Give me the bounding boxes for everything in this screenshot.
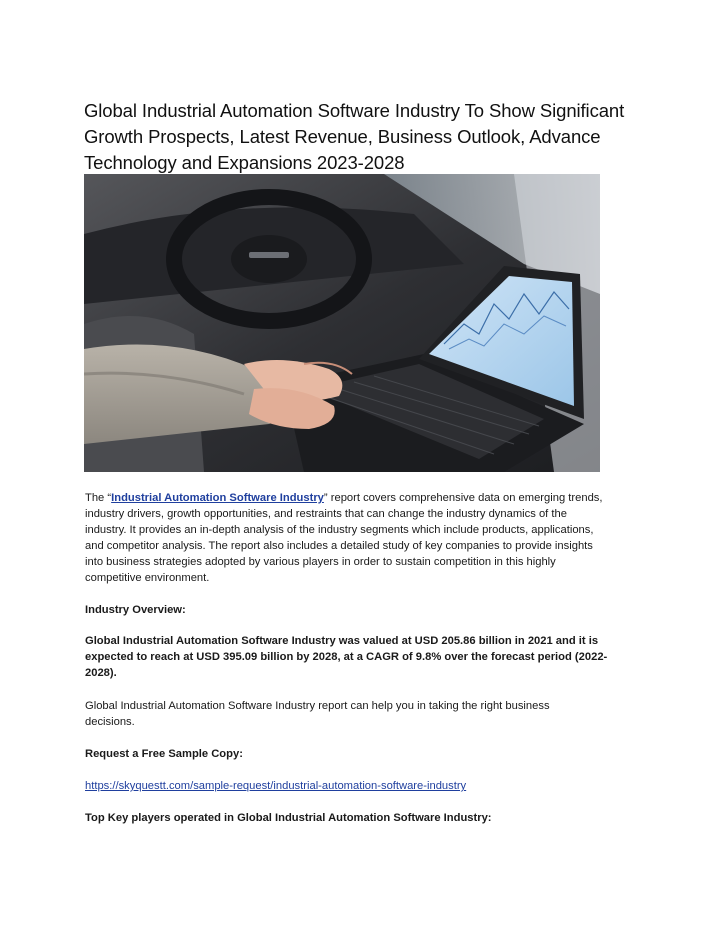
- overview-line: Global Industrial Automation Software Industry was valued at USD 205.86 billion in 2021 and it is: [85, 635, 599, 647]
- report-paragraph: [85, 698, 635, 730]
- document-title: [84, 98, 644, 176]
- players-heading: Top Key players operated in Global Industrial Automation Software Industry:: [85, 812, 492, 824]
- overview-heading: Industry Overview:: [85, 604, 186, 616]
- intro-prefix: The “: [85, 492, 112, 504]
- intro-line: industry. It provides an in-depth analysis of the industry segments which include products, applications,: [85, 524, 594, 536]
- article-photo: [84, 174, 600, 472]
- intro-line: into business strategies adopted by various players in order to sustain competition in this highly: [85, 556, 556, 568]
- intro-line: competitive environment.: [85, 572, 210, 584]
- intro-line-rest: ” report covers comprehensive data on emerging trends,: [323, 492, 603, 504]
- title-line: Growth Prospects, Latest Revenue, Business Outlook, Advance: [84, 126, 601, 147]
- intro-line: industry drivers, growth opportunities, and restraints that can change the industry dynamics of the: [85, 508, 567, 520]
- title-line: Global Industrial Automation Software Industry To Show Significant: [84, 100, 625, 121]
- intro-first-line: [85, 490, 635, 506]
- intro-paragraph: [85, 490, 635, 586]
- sample-heading: Request a Free Sample Copy:: [85, 748, 243, 760]
- report-line: decisions.: [85, 716, 135, 728]
- overview-line: expected to reach at USD 395.09 billion by 2028, at a CAGR of 9.8% over the forecast period (2022-: [85, 651, 608, 663]
- report-link[interactable]: Industrial Automation Software Industry: [111, 492, 324, 504]
- intro-line: and competitor analysis. The report also includes a detailed study of key companies to provide insights: [85, 540, 593, 552]
- overview-paragraph: [85, 633, 635, 681]
- sample-url-link[interactable]: https://skyquestt.com/sample-request/industrial-automation-software-industry: [85, 780, 467, 792]
- title-line: Technology and Expansions 2023-2028: [84, 152, 405, 173]
- report-line: Global Industrial Automation Software Industry report can help you in taking the right business: [85, 700, 550, 712]
- overview-line: 2028).: [85, 667, 117, 679]
